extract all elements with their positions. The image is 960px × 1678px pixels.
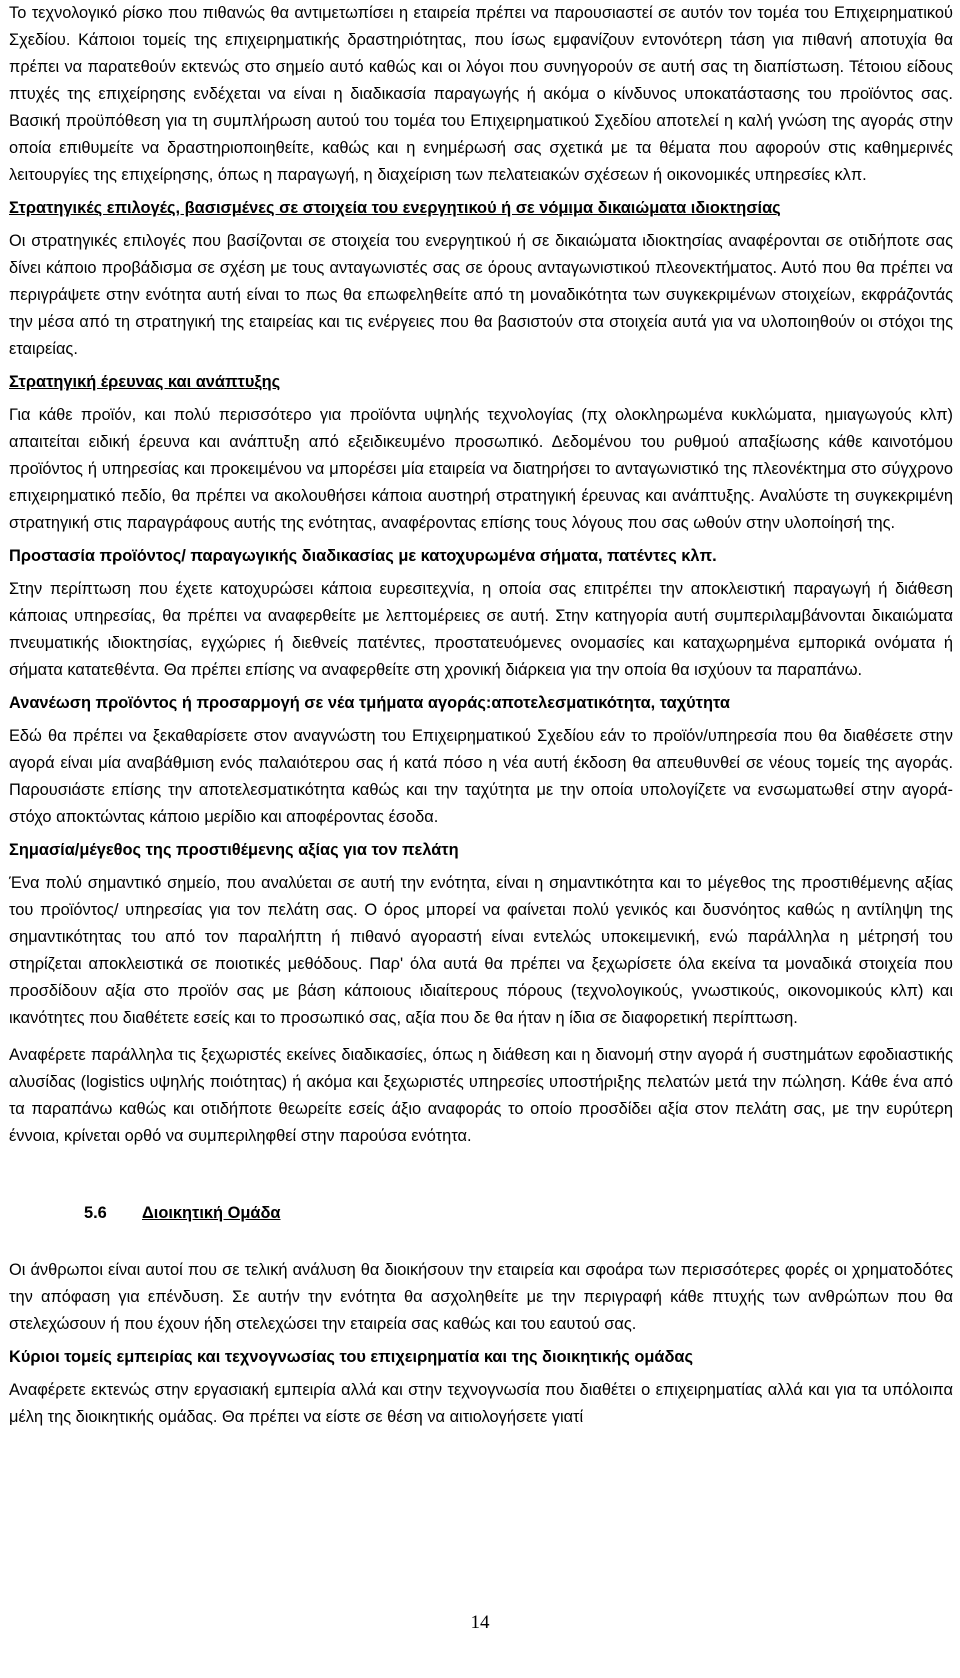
heading-product-renewal: Ανανέωση προϊόντος ή προσαρμογή σε νέα τμήματα αγοράς:αποτελεσματικότητα, ταχύτητα — [9, 694, 730, 712]
heading-strategic-choices: Στρατηγικές επιλογές, βασισμένες σε στοιχεία του ενεργητικού ή σε νόμιμα δικαιώματα ιδιοκτησίας — [9, 199, 781, 217]
paragraph-added-value: Ένα πολύ σημαντικό σημείο, που αναλύεται σε αυτή την ενότητα, είναι η σημαντικότητα και το μέγεθος της προστιθέμενης αξίας του προϊόντος/ υπηρεσίας για τον πελάτη σας. Ο όρος μπορεί να φαίνεται πολύ γενικός και δυσνόητος καθώς η αντίληψη της σημαντικότητας του από τον παραλήπτη ή πιθανό αγοραστή είναι εντελώς υποκειμενική, ενώ παράλληλα η μέτρησή του στηρίζεται αποκλειστικά σε ποιοτικές μεθόδους. Παρ' όλα αυτά θα πρέπει να ξεχωρίσετε όλα εκείνα τα μοναδικά στοιχεία που προσδίδουν αξία στο προϊόν σας με βάση κάποιους ιδιαίτερους πόρους (τεχνολογικούς, γνωστικούς, οικονομικούς κλπ) και ικανότητες που διαθέτετε εσείς και το προσωπικό σας, αξία που δε θα ήταν η ίδια σε διαφορετική περίπτωση. — [9, 874, 953, 1027]
heading-experience: Κύριοι τομείς εμπειρίας και τεχνογνωσίας του επιχειρηματία και της διοικητικής ομάδας — [9, 1348, 693, 1366]
paragraph-management-team: Οι άνθρωποι είναι αυτοί που σε τελική ανάλυση θα διοικήσουν την εταιρεία και σφοάρα των περισσότερες φορές οι χρηματοδότες την απόφαση για επένδυση. Σε αυτήν την ενότητα θα ασχοληθείτε με την περιγραφή κάθε πτυχής των ανθρώπων που θα στελεχώσουν ή που έχουν ήδη στελεχώσει την εταιρεία σας καθώς και του εαυτού σας. — [9, 1261, 953, 1333]
paragraph-strategic-choices: Οι στρατηγικές επιλογές που βασίζονται σε στοιχεία του ενεργητικού ή σε δικαιώματα ιδιοκτησίας αναφέρονται σε οτιδήποτε σας δίνει κάποιο προβάδισμα σε σχέση με τους ανταγωνιστές σας σε όρους ανταγωνιστικού πλεονεκτήματος. Αυτό που θα πρέπει να περιγράψετε στην ενότητα αυτή είναι το πως θα επωφεληθείτε από τη μοναδικότητα των συγκεκριμένων στοιχείων, εκφράζοντάς την μέσα από τη στρατηγική της εταιρείας και τις ενέργειες που θα βασιστούν στα στοιχεία αυτά για να υλοποιηθούν οι στόχοι της εταιρείας. — [9, 232, 953, 358]
section-name: Διοικητική Ομάδα — [142, 1204, 281, 1222]
heading-product-protection: Προστασία προϊόντος/ παραγωγικής διαδικασίας με κατοχυρωμένα σήματα, πατέντες κλπ. — [9, 547, 717, 565]
heading-rnd-strategy: Στρατηγική έρευνας και ανάπτυξης — [9, 373, 281, 391]
paragraph-product-protection: Στην περίπτωση που έχετε κατοχυρώσει κάποια ευρεσιτεχνία, η οποία σας επιτρέπει την αποκλειστική παραγωγή ή διάθεση κάποιας υπηρεσίας, θα πρέπει να αναφερθείτε με λεπτομέρειες σε αυτή. Στην κατηγορία αυτή συμπεριλαμβάνονται δικαιώματα πνευματικής ιδιοκτησίας, εγχώριες ή διεθνείς πατέντες, προστατευόμενες ονομασίες και καταχωρημένα εμπορικά ονόματα ή σήματα κατατεθέντα. Θα πρέπει επίσης να αναφερθείτε στη χρονική διάρκεια για την οποία θα ισχύουν τα παραπάνω. — [9, 580, 953, 679]
paragraph-product-renewal: Εδώ θα πρέπει να ξεκαθαρίσετε στον αναγνώστη του Επιχειρηματικού Σχεδίου εάν το προϊόν/υπηρεσία που θα διαθέσετε στην αγορά είναι μία αναβάθμιση ενός παλαιότερου σας ή κατά πόσο η νέα αυτή έκδοση θα απευθυνθεί σε νέους τομείς της αγοράς. Παρουσιάστε επίσης την αποτελεσματικότητα καθώς και την ταχύτητα με την οποία υπολογίζετε να ενσωματωθεί στην αγορά-στόχο αποκτώντας κάποιο μερίδιο και αποφέροντας έσοδα. — [9, 727, 953, 826]
page-number: 14 — [470, 1612, 490, 1633]
paragraph-experience: Αναφέρετε εκτενώς στην εργασιακή εμπειρία αλλά και στην τεχνογνωσία που διαθέτει ο επιχειρηματίας αλλά και για τα υπόλοιπα μέλη της διοικητικής ομάδας. Θα πρέπει να είστε σε θέση να αιτιολογήσετε γιατί — [9, 1381, 953, 1426]
paragraph-rnd-strategy: Για κάθε προϊόν, και πολύ περισσότερο για προϊόντα υψηλής τεχνολογίας (πχ ολοκληρωμένα κυκλώματα, ημιαγωγούς κλπ) απαιτείται ειδική έρευνα και ανάπτυξη από εξειδικευμένο προσωπικό. Δεδομένου του ρυθμού απαξίωσης κάθε καινοτόμου προϊόντος ή υπηρεσίας και προκειμένου να μπορέσει μία εταιρεία να διατηρήσει το ανταγωνιστικό της πλεονέκτημα στο σύγχρονο επιχειρηματικό πεδίο, θα πρέπει να ακολουθήσει κάποια αυστηρή στρατηγική έρευνας και ανάπτυξης. Αναλύστε τη συγκεκριμένη στρατηγική στις παραγράφους αυτής της ενότητας, αναφέροντας επίσης τους λόγους που σας ωθούν στην υλοποίησή της. — [9, 406, 953, 532]
section-number: 5.6 — [84, 1204, 107, 1222]
paragraph-processes: Αναφέρετε παράλληλα τις ξεχωριστές εκείνες διαδικασίες, όπως η διάθεση και η διανομή στην αγορά ή συστημάτων εφοδιαστικής αλυσίδας (logistics υψηλής ποιότητας) ή ακόμα και ξεχωριστές υπηρεσίες υποστήριξης πελατών μετά την πώληση. Κάθε ένα από τα παραπάνω καθώς και οτιδήποτε θεωρείτε εσείς άξιο αναφοράς το οποίο προσδίδει αξία στον πελάτη σας, με την ευρύτερη έννοια, κρίνεται ορθό να συμπεριληφθεί στην παρούσα ενότητα. — [9, 1046, 953, 1145]
paragraph-technology-risk: Το τεχνολογικό ρίσκο που πιθανώς θα αντιμετωπίσει η εταιρεία πρέπει να παρουσιαστεί σε αυτόν τον τομέα του Επιχειρηματικού Σχεδίου. Κάποιοι τομείς της επιχειρηματικής δραστηριότητας, που ίσως εμφανίζουν εντονότερη τάση για πιθανή αποτυχία θα πρέπει να παρατεθούν εκτενώς στο σημείο αυτό καθώς και οι λόγοι που συνηγορούν σε αυτή σας τη διαπίστωση. Τέτοιου είδους πτυχές της επιχείρησης ενδέχεται να είναι η διαδικασία παραγωγής ή ακόμα ο κίνδυνος υποκατάστασης του προϊόντος σας. Βασική προϋπόθεση για τη συμπλήρωση αυτού του τομέα του Επιχειρηματικού Σχεδίου αποτελεί η καλή γνώση της αγοράς στην οποία επιθυμείτε να δραστηριοποιηθείτε, καθώς και η ενημέρωσή σας σχετικά με τα θέματα που αφορούν στις καθημερινές λειτουργίες της επιχείρησης, όπως η παραγωγή, η διαχείριση των πελατειακών σχέσεων ή οικονομικές υπηρεσίες κλπ. — [9, 4, 953, 184]
document-page — [9, 0, 953, 1431]
heading-added-value: Σημασία/μέγεθος της προστιθέμενης αξίας για τον πελάτη — [9, 841, 459, 859]
section-heading — [9, 1200, 953, 1227]
